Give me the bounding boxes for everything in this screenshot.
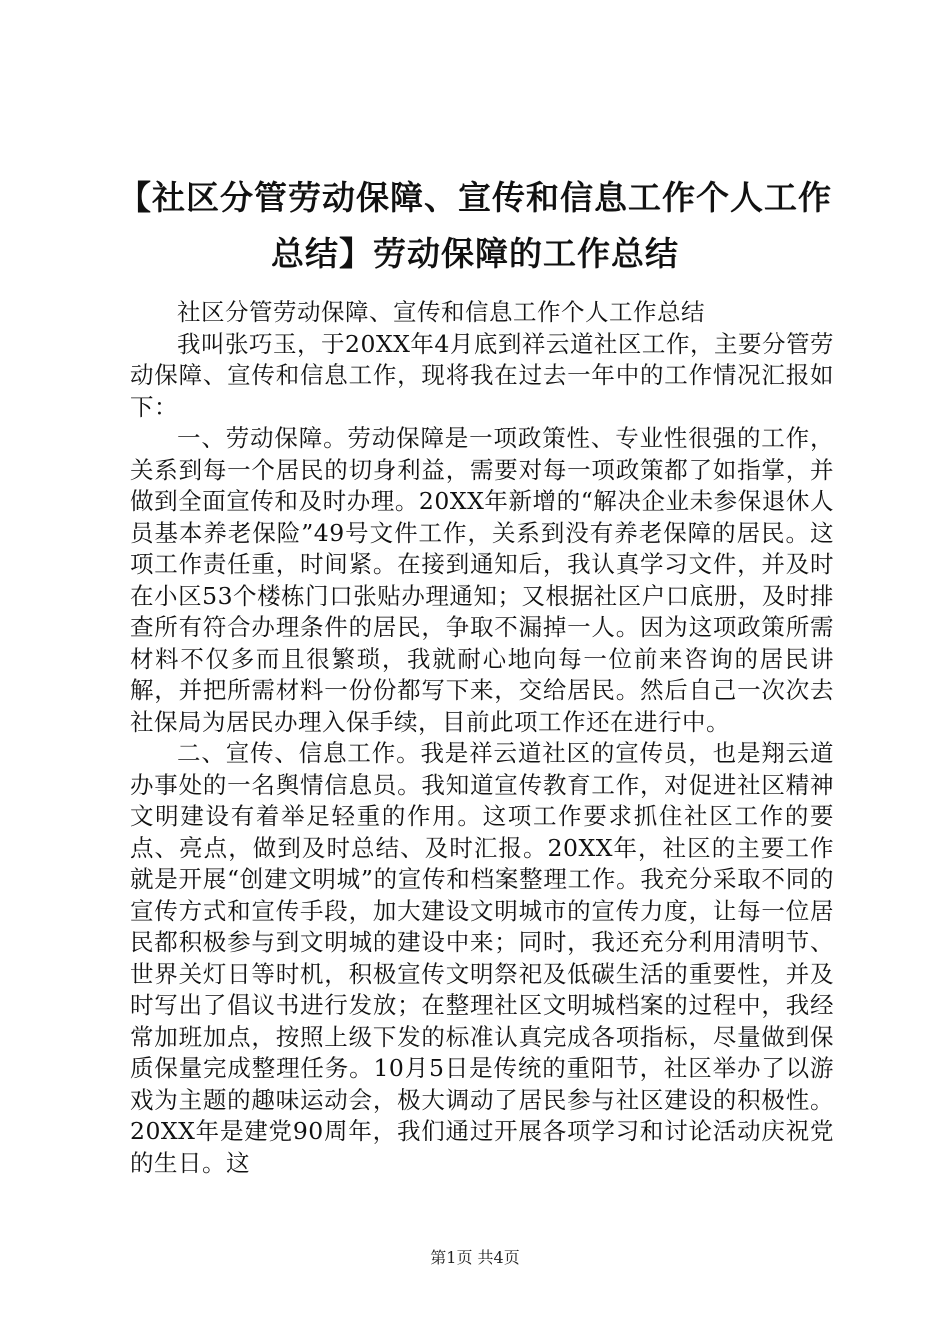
publicity-info-paragraph: 二、宣传、信息工作。我是祥云道社区的宣传员，也是翔云道办事处的一名舆情信息员。我知道宣传教育工作，对促进社区精神文明建设有着举足轻重的作用。这项工作要求抓住社区工作的要点、亮点，做到及时总结、及时汇报。20XX年，社区的主要工作就是开展“创建文明城”的宣传和档案整理工作。我充分采取不同的宣传方式和宣传手段，加大建设文明城市的宣传力度，让每一位居民都积极参与到文明城的建设中来；同时，我还充分利用清明节、世界关灯日等时机，积极宣传文明祭祀及低碳生活的重要性，并及时写出了倡议书进行发放；在整理社区文明城档案的过程中，我经常加班加点，按照上级下发的标准认真完成各项指标，尽量做到保质保量完成整理任务。10月5日是传统的重阳节，社区举办了以游戏为主题的趣味运动会，极大调动了居民参与社区建设的积极性。20XX年是建党90周年，我们通过开展各项学习和讨论活动庆祝党的生日。这 <box>130 739 834 1177</box>
intro-paragraph: 我叫张巧玉，于20XX年4月底到祥云道社区工作，主要分管劳动保障、宣传和信息工作，现将我在过去一年中的工作情况汇报如下： <box>130 329 834 421</box>
page-footer: 第1页 共4页 <box>430 1248 520 1267</box>
labor-security-paragraph: 一、劳动保障。劳动保障是一项政策性、专业性很强的工作，关系到每一个居民的切身利益，需要对每一项政策都了如指掌，并做到全面宣传和及时办理。20XX年新增的“解决企业未参保退休人员基本养老保险”49号文件工作，关系到没有养老保障的居民。这项工作责任重，时间紧。在接到通知后，我认真学习文件，并及时在小区53个楼栋门口张贴办理通知；又根据社区户口底册，及时排查所有符合办理条件的居民，争取不漏掉一人。因为这项政策所需材料不仅多而且很繁琐，我就耐心地向每一位前来咨询的居民讲解，并把所需材料一份份都写下来，交给居民。然后自己一次次去社保局为居民办理入保手续，目前此项工作还在进行中。 <box>130 424 834 736</box>
document-title: 【社区分管劳动保障、宣传和信息工作个人工作总结】劳动保障的工作总结 <box>118 178 832 273</box>
document-subtitle: 社区分管劳动保障、宣传和信息工作个人工作总结 <box>177 298 705 326</box>
document-body <box>130 297 834 1179</box>
